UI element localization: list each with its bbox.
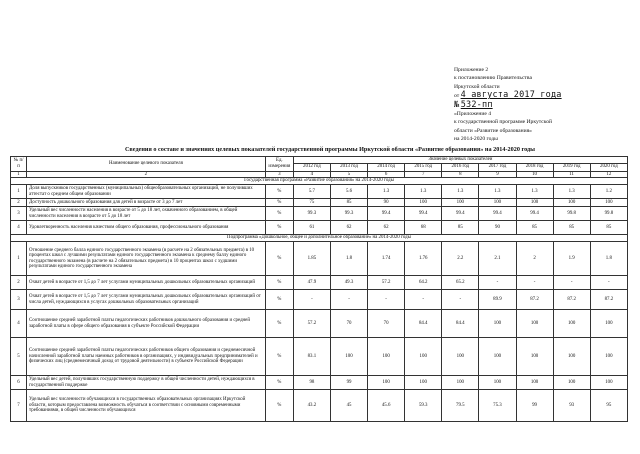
appendix-number-row <box>454 101 634 110</box>
value-cell: 100 <box>479 376 516 390</box>
value-cell: 45 <box>330 390 367 422</box>
table-row <box>11 221 628 235</box>
value-cell: 100 <box>590 310 627 338</box>
value-cell: - <box>590 276 627 290</box>
unit-cell: % <box>265 276 293 290</box>
table-row <box>11 185 628 199</box>
value-cell: 99 <box>516 390 553 422</box>
value-cell: 90 <box>479 221 516 235</box>
header-year: 2015 год <box>405 163 442 171</box>
value-cell: 99.4 <box>479 207 516 221</box>
unit-cell: % <box>265 338 293 376</box>
table-row <box>11 376 628 390</box>
value-cell: - <box>405 290 442 310</box>
value-cell: 85 <box>590 221 627 235</box>
unit-cell: % <box>265 310 293 338</box>
value-cell: - <box>368 290 405 310</box>
value-cell: 64.2 <box>405 276 442 290</box>
value-cell: 85 <box>330 199 367 207</box>
value-cell: 1.76 <box>405 242 442 276</box>
column-number: 8 <box>442 171 479 178</box>
value-cell: 89.9 <box>479 290 516 310</box>
column-number: 10 <box>516 171 553 178</box>
value-cell: - <box>553 276 590 290</box>
indicator-name: Отношение среднего балла единого государственного экзамена (в расчете на 2 обязательных предмета) в 10 процентах школ с лучшими результатами единого государственного экзамена к среднему баллу единого государственного экзамена (в расчете на 2 обязательных предмета) в 10 процентах школ с худшими результатами единого государственного экзамена <box>27 242 266 276</box>
column-number: 6 <box>368 171 405 178</box>
header-year: 2016 год <box>442 163 479 171</box>
section-title-program: Государственная программа «Развитие образования» на 2014-2020 годы <box>11 178 628 185</box>
table-row <box>11 207 628 221</box>
section-title-subprogram: Подпрограмма «Дошкольное, общее и дополнительное образование» на 2014-2020 годы <box>11 235 628 242</box>
indicators-table <box>10 156 628 422</box>
value-cell: 84.4 <box>442 310 479 338</box>
value-cell: 2.1 <box>479 242 516 276</box>
value-cell: - <box>442 290 479 310</box>
value-cell: 100 <box>553 376 590 390</box>
value-cell: 1.3 <box>368 185 405 199</box>
value-cell: 1.3 <box>553 185 590 199</box>
indicator-name: Соотношение средней заработной платы педагогических работников дошкольного образования и средней заработной платы в сфере общего образования в субъекте Российской Федерации <box>27 310 266 338</box>
value-cell: - <box>516 276 553 290</box>
column-number: 11 <box>553 171 590 178</box>
value-cell: 2 <box>516 242 553 276</box>
value-cell: 99.4 <box>405 207 442 221</box>
header-number: № п/п <box>11 157 27 172</box>
indicator-name: Доля выпускников государственных (муниципальных) общеобразовательных организаций, не получивших аттестат о среднем общем образовании <box>27 185 266 199</box>
unit-cell: % <box>265 185 293 199</box>
value-cell: 100 <box>553 199 590 207</box>
row-number: 6 <box>11 376 27 390</box>
value-cell: 1.3 <box>442 185 479 199</box>
row-number: 4 <box>11 221 27 235</box>
header-year: 2014 год <box>368 163 405 171</box>
unit-cell: % <box>265 376 293 390</box>
value-cell: 99.8 <box>553 207 590 221</box>
value-cell: 57.2 <box>368 276 405 290</box>
value-cell: 100 <box>590 376 627 390</box>
value-cell: 100 <box>479 338 516 376</box>
value-cell: 99 <box>330 376 367 390</box>
appendix-line-2: к постановлению Правительства <box>454 75 532 82</box>
number-sign: № <box>454 99 460 110</box>
value-cell: 49.3 <box>330 276 367 290</box>
table-row <box>11 390 628 422</box>
value-cell: 79.5 <box>442 390 479 422</box>
value-cell: 100 <box>405 376 442 390</box>
column-number: 12 <box>590 171 627 178</box>
value-cell: 100 <box>368 376 405 390</box>
value-cell: 100 <box>516 376 553 390</box>
table-row <box>11 338 628 376</box>
header-year: 2013 год <box>330 163 367 171</box>
value-cell: 93 <box>553 390 590 422</box>
value-cell: 100 <box>553 310 590 338</box>
section-row <box>11 178 628 185</box>
row-number: 1 <box>11 185 27 199</box>
value-cell: 57.2 <box>293 310 330 338</box>
value-cell: 70 <box>330 310 367 338</box>
header-year: 2018 год <box>516 163 553 171</box>
column-number: 2 <box>27 171 266 178</box>
table-row <box>11 290 628 310</box>
value-cell: 75.3 <box>479 390 516 422</box>
row-number: 7 <box>11 390 27 422</box>
value-cell: 84.4 <box>405 310 442 338</box>
appendix-line-6: к государственной программе Иркутской <box>454 119 552 126</box>
unit-cell: % <box>265 390 293 422</box>
column-number: 5 <box>330 171 367 178</box>
indicator-name: Удельный вес детей, получивших государственную поддержку в общей численности детей, нуждающихся в государственной поддержке <box>27 376 266 390</box>
appendix-block <box>454 66 634 144</box>
value-cell: 1.85 <box>293 242 330 276</box>
value-cell: 61 <box>293 221 330 235</box>
value-cell: - <box>479 276 516 290</box>
value-cell: 1.2 <box>590 185 627 199</box>
value-cell: 2.2 <box>442 242 479 276</box>
value-cell: 1.74 <box>368 242 405 276</box>
value-cell: 100 <box>442 338 479 376</box>
value-cell: 1.3 <box>405 185 442 199</box>
value-cell: 59.3 <box>405 390 442 422</box>
indicator-name: Удельный вес численности обучающихся в государственных образовательных организациях Иркутской области, которым предоставлена возможность обучаться в соответствии с основными современными требованиями, в общей численности обучающихся <box>27 390 266 422</box>
appendix-line-3: Иркутской области <box>454 83 500 90</box>
value-cell: 1.3 <box>516 185 553 199</box>
value-cell: 62 <box>330 221 367 235</box>
row-number: 3 <box>11 290 27 310</box>
indicator-name: Удельный вес численности населения в возрасте от 5 до 18 лет, охваченного образованием, в общей численности населения в возрасте от 5 до 18 лет <box>27 207 266 221</box>
appendix-line-8: на 2014-2020 годы <box>454 136 498 143</box>
value-cell: 98 <box>293 376 330 390</box>
column-numbers-row <box>11 171 628 178</box>
value-cell: 99.4 <box>516 207 553 221</box>
value-cell: 85 <box>442 221 479 235</box>
indicator-name: Удовлетворенность населения качеством общего образования, профессионального образования <box>27 221 266 235</box>
value-cell: 100 <box>442 199 479 207</box>
value-cell: 85 <box>516 221 553 235</box>
unit-cell: % <box>265 199 293 207</box>
section-row <box>11 235 628 242</box>
value-cell: 68 <box>405 221 442 235</box>
value-cell: 100 <box>590 338 627 376</box>
value-cell: 85 <box>553 221 590 235</box>
header-year: 2020 год <box>590 163 627 171</box>
indicator-name: Охват детей в возрасте от 1,5 до 7 лет услугами муниципальных дошкольных образовательных организаций <box>27 276 266 290</box>
value-cell: 99.4 <box>442 207 479 221</box>
value-cell: 5.6 <box>330 185 367 199</box>
indicator-name: Доступность дошкольного образования для детей в возрасте от 3 до 7 лет <box>27 199 266 207</box>
value-cell: 5.7 <box>293 185 330 199</box>
table-row <box>11 276 628 290</box>
indicator-name: Соотношение средней заработной платы педагогических работников общего образования и среднемесячной начисленной заработной платы наемных работников в организациях, у индивидуальных предпринимателей и физических лиц (среднемесячный доход от трудовой деятельности) в субъекте Российской Федерации <box>27 338 266 376</box>
resolution-number: 532-пп <box>460 99 493 110</box>
column-number: 3 <box>265 171 293 178</box>
column-number: 4 <box>293 171 330 178</box>
table-row <box>11 242 628 276</box>
column-number: 1 <box>11 171 27 178</box>
unit-cell: % <box>265 290 293 310</box>
value-cell: 99.4 <box>368 207 405 221</box>
value-cell: 90 <box>368 199 405 207</box>
document-title: Сведения о составе и значениях целевых показателей государственной программы Иркутской области «Развитие образования» на 2014-2020 годы <box>124 146 536 153</box>
header-year: 2017 год <box>479 163 516 171</box>
header-name: Наименование целевого показателя <box>27 157 266 172</box>
indicator-name: Охват детей в возрасте от 1,5 до 7 лет услугами муниципальных дошкольных образовательных организаций от числа детей, нуждающихся в услугах дошкольных образовательных организаций <box>27 290 266 310</box>
header-unit: Ед. измерения <box>265 157 293 172</box>
value-cell: 100 <box>405 338 442 376</box>
value-cell: 1.9 <box>553 242 590 276</box>
value-cell: 100 <box>516 310 553 338</box>
value-cell: 83.1 <box>293 338 330 376</box>
value-cell: 47.9 <box>293 276 330 290</box>
value-cell: 99.8 <box>590 207 627 221</box>
row-number: 4 <box>11 310 27 338</box>
value-cell: 100 <box>479 199 516 207</box>
resolution-date: 4 августа 2017 года <box>460 90 562 101</box>
value-cell: 87.2 <box>516 290 553 310</box>
value-cell: 100 <box>330 338 367 376</box>
date-prefix: от <box>454 93 460 100</box>
value-cell: 1.8 <box>590 242 627 276</box>
row-number: 1 <box>11 242 27 276</box>
value-cell: 99.3 <box>293 207 330 221</box>
unit-cell: % <box>265 207 293 221</box>
value-cell: 100 <box>368 338 405 376</box>
value-cell: 100 <box>516 199 553 207</box>
header-year: 2019 год <box>553 163 590 171</box>
value-cell: 45.6 <box>368 390 405 422</box>
value-cell: 100 <box>516 338 553 376</box>
header-year: 2012 год <box>293 163 330 171</box>
value-cell: 99.3 <box>330 207 367 221</box>
value-cell: 1.8 <box>330 242 367 276</box>
value-cell: 100 <box>590 199 627 207</box>
value-cell: 62 <box>368 221 405 235</box>
unit-cell: % <box>265 221 293 235</box>
table-row <box>11 310 628 338</box>
table-row <box>11 199 628 207</box>
value-cell: 100 <box>479 310 516 338</box>
value-cell: 43.2 <box>293 390 330 422</box>
value-cell: 1.3 <box>479 185 516 199</box>
value-cell: 100 <box>405 199 442 207</box>
value-cell: 87.2 <box>553 290 590 310</box>
column-number: 7 <box>405 171 442 178</box>
column-number: 9 <box>479 171 516 178</box>
row-number: 2 <box>11 276 27 290</box>
value-cell: 70 <box>368 310 405 338</box>
value-cell: 65.2 <box>442 276 479 290</box>
value-cell: 95 <box>590 390 627 422</box>
value-cell: - <box>330 290 367 310</box>
appendix-line-1: Приложение 2 <box>454 67 489 73</box>
row-number: 3 <box>11 207 27 221</box>
row-number: 5 <box>11 338 27 376</box>
row-number: 2 <box>11 199 27 207</box>
value-cell: 100 <box>442 376 479 390</box>
unit-cell: % <box>265 242 293 276</box>
header-values-group: Значение целевых показателей <box>293 157 627 164</box>
value-cell: - <box>293 290 330 310</box>
value-cell: 100 <box>553 338 590 376</box>
appendix-line-7: области «Развитие образования» <box>454 127 532 134</box>
value-cell: 87.2 <box>590 290 627 310</box>
header-row <box>11 157 628 164</box>
value-cell: 75 <box>293 199 330 207</box>
appendix-line-5: «Приложение 4 <box>454 111 492 118</box>
